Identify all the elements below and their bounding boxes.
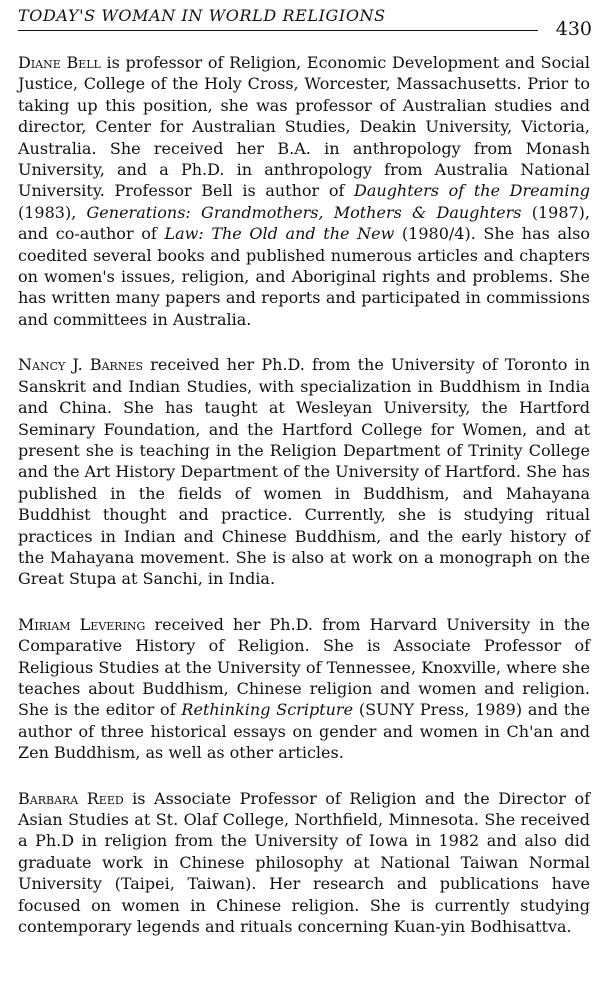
bio-nancy-barnes: Nancy J. Barnes received her Ph.D. from the University of Toronto in Sanskrit and Indian Studies, with specialization in Buddhism in India and China. She has taught at Wesleyan University, the Hartford Seminary Foundation, and the Hartford College for Women, and at present she is teaching in the Religion Department of Trinity College and the Art History Department of the University of Hartford. She has published in the fields of women in Buddhism, and Mahayana Buddhist thought and practice. Currently, she is studying ritual practices in Indian and Chinese Buddhism, and the early history of the Mahayana movement. She is also at work on a monograph on the Great Stupa at Sanchi, in India. [18, 355, 591, 589]
header-rule [18, 30, 538, 31]
bio-name: Diane Bell [18, 53, 101, 72]
bio-diane-bell: Diane Bell is professor of Religion, Economic Development and Social Justice, College of the Holy Cross, Worcester, Massachusetts. Prior to taking up this position, she was professor of Australian studies and director, Center for Australian Studies, Deakin University, Victoria, Australia. She received her B.A. in anthropology from Monash University, and a Ph.D. in anthropology from Australia National University. Professor Bell is author of Daughters of the Dreaming (1983), Generations: Grandmothers, Mothers & Daughters (1987), and co-author of Law: The Old and the New (1980/4). She has also coedited several books and published numerous articles and chapters on women's issues, religion, and Aboriginal rights and problems. She has written many papers and reports and participated in commissions and committees in Australia. [18, 53, 590, 329]
contributor-bios [18, 52, 590, 961]
bio-name: Nancy J. Barnes [18, 355, 144, 375]
bio-miriam-levering: Miriam Levering received her Ph.D. from Harvard University in the Comparative History of Religion. She is Associate Professor of Religious Studies at the University of Tennessee, Knoxville, where she teaches about Buddhism, Chinese religion and women and religion. She is the editor of Rethinking Scripture (SUNY Press, 1989) and the author of three historical essays on gender and women in Ch'an and Zen Buddhism, as well as other articles. [18, 614, 590, 763]
bio-name: Miriam Levering [18, 614, 146, 634]
book-title: Daughters of the Dreaming [354, 181, 590, 201]
book-title: Rethinking Scripture [181, 700, 354, 720]
book-title: Law: The Old and the New [164, 224, 395, 244]
page-number: 430 [555, 18, 592, 40]
book-title: Generations: Grandmothers, Mothers & Daughters [86, 202, 522, 222]
running-head: TODAY'S WOMAN IN WORLD RELIGIONS [18, 6, 386, 25]
page-header [18, 4, 594, 38]
bio-name: Barbara Reed [18, 788, 124, 808]
bio-barbara-reed: Barbara Reed is Associate Professor of Religion and the Director of Asian Studies at St. Olaf College, Northfield, Minnesota. She received a Ph.D in religion from the University of Iowa in 1982 and also did graduate work in Chinese philosophy at National Taiwan Normal University (Taipei, Taiwan). Her research and publications have focused on women in Chinese religion. She is currently studying contemporary legends and rituals concerning Kuan-yin Bodhisattva. [18, 788, 591, 937]
